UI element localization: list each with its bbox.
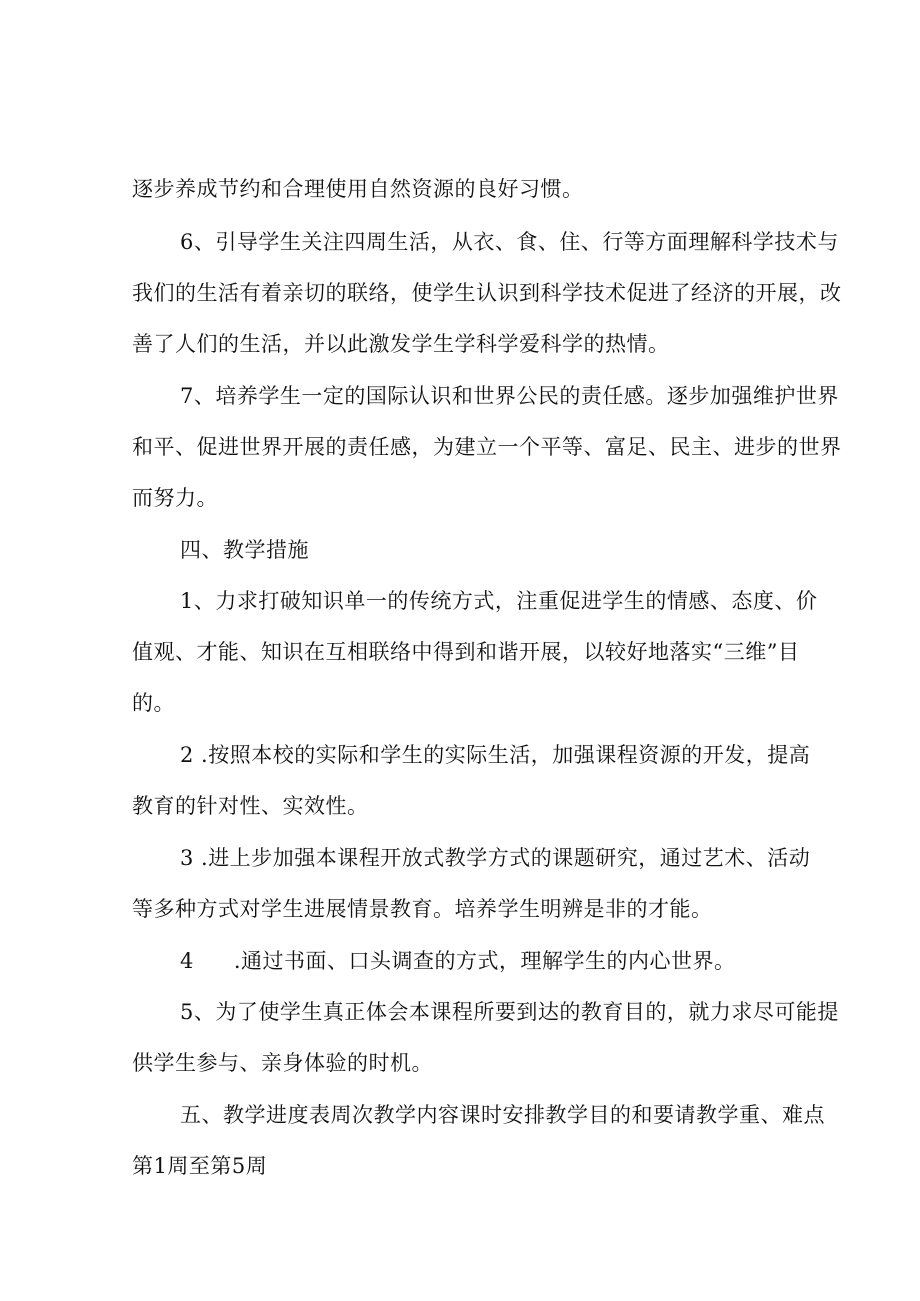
section-heading-schedule: 五、教学进度表周次教学内容课时安排教学目的和要请教学重、难点 [180,1103,825,1127]
measure-2-line-1: 2 .按照本校的实际和学生的实际生活，加强课程资源的开发，提高 [180,743,811,767]
measure-5-line-2: 供学生参与、亲身体验的时机。 [132,1051,433,1075]
measure-4-number: 4 [180,949,194,973]
measure-1-line-1: 1、力求打破知识单一的传统方式，注重促进学生的情感、态度、价 [180,589,818,613]
schedule-weeks: 第1周至第5周 [132,1154,268,1178]
item-6-line-3: 善了人们的生活，并以此激发学生学科学爱科学的热情。 [132,332,670,356]
paragraph-line: 逐步养成节约和合理使用自然资源的良好习惯。 [132,177,584,201]
measure-4-line [180,946,736,976]
measure-5-line-1: 5、为了使学生真正体会本课程所要到达的教育目的，就力求尽可能提 [180,1000,839,1024]
measure-3-line-1: 3 .进上步加强本课程开放式教学方式的课题研究，通过艺术、活动 [180,846,811,870]
item-7-line-3: 而努力。 [132,486,218,510]
measure-1-line-3: 的。 [132,691,175,715]
item-6-line-2: 我们的生活有着亲切的联络，使学生认识到科学技术促进了经济的开展，改 [132,281,842,305]
item-6-line-1: 6、引导学生关注四周生活，从衣、食、住、行等方面理解科学技术与 [180,230,839,254]
measure-2-line-2: 教育的针对性、实效性。 [132,794,369,818]
measure-3-line-2: 等多种方式对学生进展情景教育。培养学生明辨是非的才能。 [132,897,713,921]
item-7-line-1: 7、培养学生一定的国际认识和世界公民的责任感。逐步加强维护世界 [180,384,839,408]
measure-4-text: .通过书面、口头调查的方式，理解学生的内心世界。 [233,949,736,973]
item-7-line-2: 和平、促进世界开展的责任感，为建立一个平等、富足、民主、进步的世界 [132,435,842,459]
section-heading-measures: 四、教学措施 [180,538,309,562]
measure-1-line-2: 值观、才能、知识在互相联络中得到和谐开展，以较好地落实“三维”目 [132,640,800,664]
